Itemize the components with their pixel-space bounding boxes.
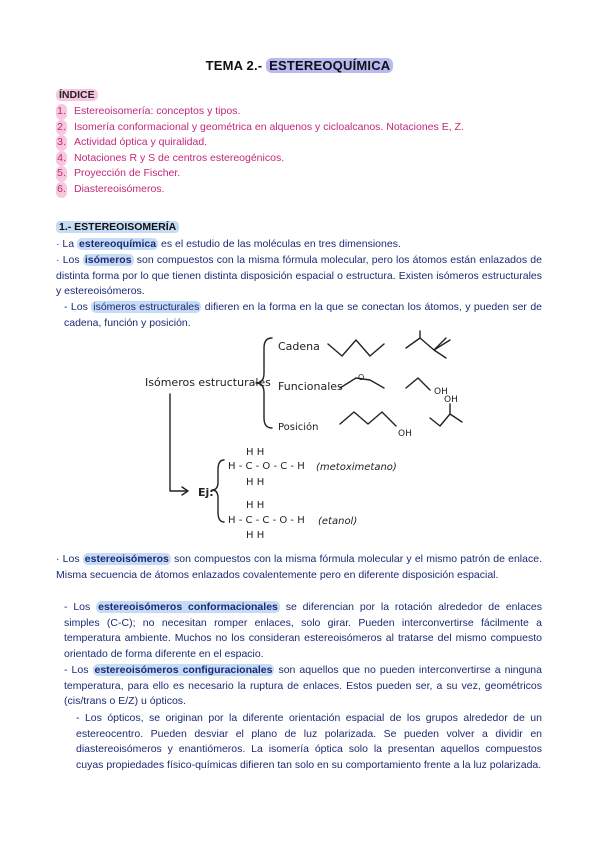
paragraph-configuracionales — [64, 663, 542, 710]
index-number: 1. — [56, 104, 67, 120]
title-highlight: ESTEREOQUÍMICA — [266, 58, 393, 73]
oh-label-posicion-2: OH — [444, 395, 458, 405]
list-item — [56, 151, 464, 167]
index-text: Isomería conformacional y geométrica en alquenos y cicloalcanos. Notaciones E, Z. — [74, 120, 464, 133]
paragraph-isomeros-estructurales — [64, 300, 542, 331]
mol2-bot: H H — [246, 530, 265, 540]
index-list — [56, 104, 464, 198]
alcohol-structure — [406, 378, 430, 390]
index-text: Actividad óptica y quiralidad. — [74, 136, 208, 149]
term-highlight: estereoisómeros — [84, 553, 169, 565]
mol1-bot: H H — [246, 477, 265, 488]
list-item — [56, 182, 464, 198]
paragraph-rest: son aquellos que no pueden interconvertirse a ninguna temperatura, para ello es necesario la ruptura de enlaces. Estos pueden ser, a su vez, geométricos (cis/trans o E/Z) u ópticos. — [64, 664, 542, 708]
cadena-structure-1 — [328, 340, 384, 356]
paragraph-lead: · Los — [56, 553, 83, 565]
paragraph-estereoquimica — [56, 237, 542, 253]
example-brace — [212, 460, 224, 522]
connector-line — [170, 394, 186, 491]
index-number: 5. — [56, 166, 67, 182]
paragraph-lead: - Los — [64, 601, 97, 613]
mol1-top: H H — [246, 447, 265, 458]
list-item — [56, 166, 464, 182]
term-highlight: estereoisómeros configuracionales — [94, 664, 273, 676]
index-number: 6. — [56, 182, 67, 198]
term-highlight: estereoisómeros conformacionales — [98, 601, 278, 613]
paragraph-lead: · La — [56, 238, 78, 250]
index-heading: ÍNDICE — [56, 89, 98, 101]
index-text: Notaciones R y S de centros estereogénicos. — [74, 151, 285, 164]
paragraph-lead: - Los — [64, 664, 93, 676]
page-title — [0, 58, 599, 73]
paragraph-opticos: - Los ópticos, se originan por la diferente orientación espacial de los grupos alrededor de un estereocentro. Pueden desviar el plano de luz polarizada. Se pueden volver a dividir en diastereoisómeros y enantiómeros. La isomería óptica solo la presentan aquellos compuestos cuyas propiedades físico-químicas difieren tan solo en su comportamiento frente a la luz polarizada. — [76, 712, 542, 771]
branch-cadena: Cadena — [278, 340, 320, 353]
paragraph-conformacionales — [64, 600, 542, 662]
mol2-mid: H - C - C - O - H — [228, 515, 305, 526]
list-item — [56, 120, 464, 136]
section-heading: 1.- ESTEREOISOMERÍA — [56, 221, 179, 233]
index-number: 2. — [56, 120, 67, 136]
index-text: Diastereoisómeros. — [74, 182, 165, 195]
branch-funcionales: Funcionales — [278, 380, 343, 393]
term-highlight: isómeros — [84, 254, 132, 266]
isomer-diagram — [100, 328, 550, 540]
paragraph-lead: - Los — [64, 301, 92, 313]
branch-posicion: Posición — [278, 422, 319, 433]
list-item — [56, 104, 464, 120]
mol1-mid: H - C - O - C - H — [228, 461, 305, 472]
paragraph-rest: difieren en la forma en la que se conectan los átomos, y pueden ser de cadena, función y posición. — [64, 301, 543, 329]
title-prefix: TEMA 2.- — [205, 58, 267, 73]
posicion-structure-1 — [340, 412, 396, 426]
mol2-top: H H — [246, 500, 265, 511]
paragraph-rest: es el estudio de las moléculas en tres dimensiones. — [158, 238, 401, 250]
mol2-name: (etanol) — [318, 516, 358, 527]
term-highlight: isómeros estructurales — [93, 301, 200, 313]
oh-label-funcionales: OH — [434, 387, 448, 397]
list-item — [56, 135, 464, 151]
oh-label-posicion-1: OH — [398, 429, 412, 439]
paragraph-isomeros — [56, 253, 542, 300]
paragraph-rest: se diferencian por la rotación alrededor de enlaces simples (C-C); no necesitan romper enlaces, solo girar. Pueden interconvertirse fácilmente a temperatura ambiente. Muchos no los consideran estereoisómeros al tratarse del mismo compuesto orientado de forma diferente en el espacio. — [64, 601, 543, 660]
paragraph-rest: son compuestos con la misma fórmula molecular y el mismo patrón de enlace. Misma secuencia de átomos enlazados covalentemente pero en diferente disposición espacial. — [56, 553, 542, 581]
root-label: Isómeros estructurales — [145, 376, 271, 389]
mol1-name: (metoximetano) — [316, 462, 397, 473]
paragraph-estereoisomeros — [56, 552, 542, 583]
ether-oxygen-label: O — [358, 373, 365, 382]
paragraph-lead: · Los — [56, 254, 83, 266]
index-text: Estereoisomería: conceptos y tipos. — [74, 105, 241, 117]
term-highlight: estereoquímica — [79, 238, 157, 250]
paragraph-rest: son compuestos con la misma fórmula molecular, pero los átomos están enlazados de distinta forma por lo que tienen distinta disposición espacial o estructura. Existen isómeros estructurales y estereoisómeros. — [56, 254, 542, 298]
index-number: 4. — [56, 151, 67, 167]
example-label: Ej: — [198, 486, 214, 499]
index-text: Proyección de Fischer. — [74, 167, 181, 180]
index-number: 3. — [56, 135, 67, 151]
cadena-branch — [434, 338, 446, 358]
posicion-structure-2 — [430, 404, 462, 426]
